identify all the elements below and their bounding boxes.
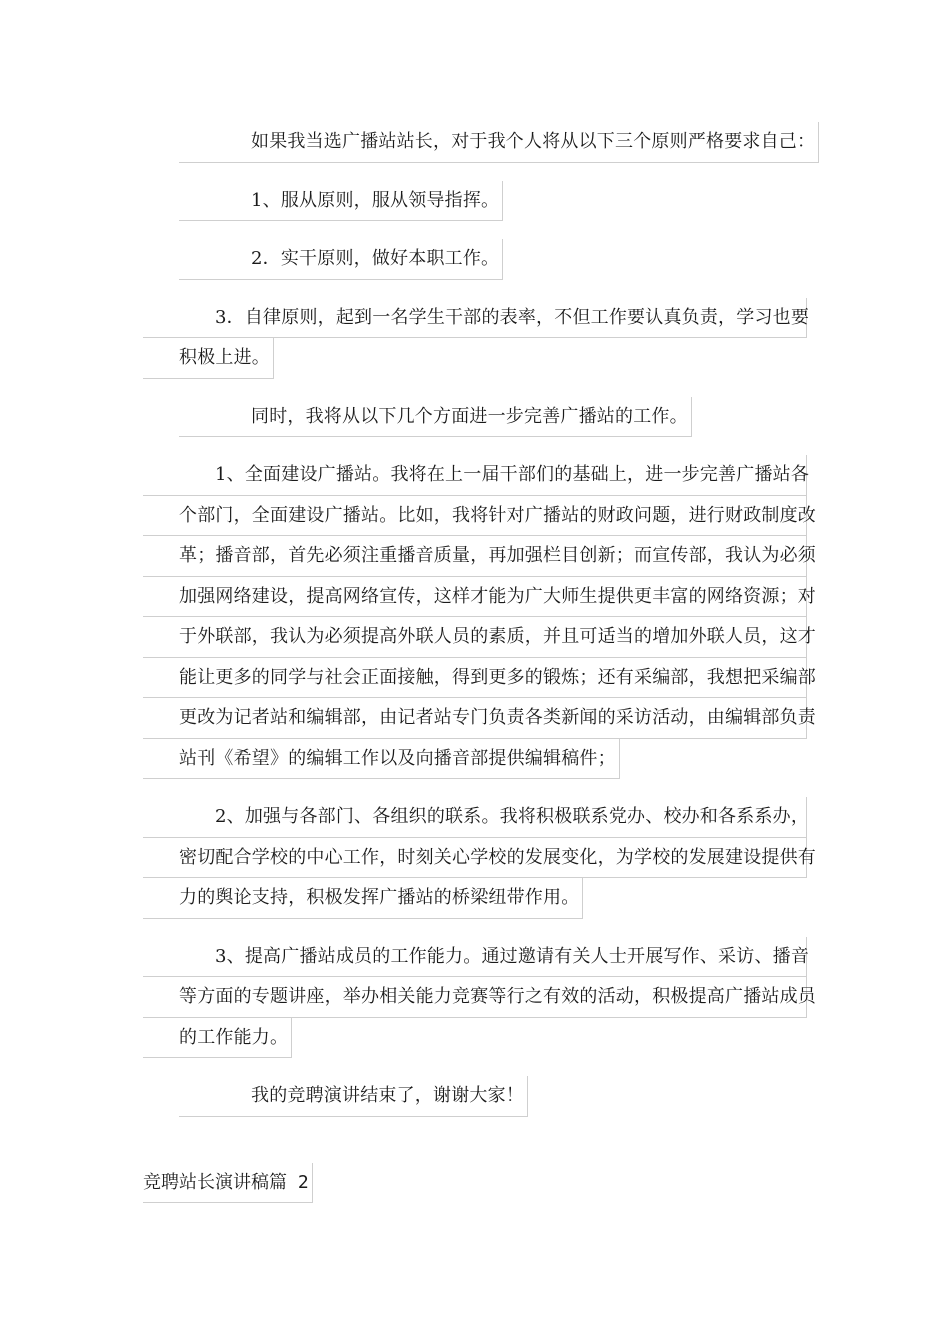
text-line: 如果我当选广播站站长，对于我个人将从以下三个原则严格要求自己： — [179, 122, 819, 163]
text-line: 1、服从原则，服从领导指挥。 — [179, 181, 503, 222]
text-line: 能让更多的同学与社会正面接触，得到更多的锻炼；还有采编部，我想把采编部 — [143, 658, 807, 699]
text-line: 力的舆论支持，积极发挥广播站的桥梁纽带作用。 — [143, 878, 583, 919]
text-line: 革；播音部，首先必须注重播音质量，再加强栏目创新；而宣传部，我认为必须 — [143, 536, 807, 577]
section-heading-text: 竞聘站长演讲稿篇 2 — [143, 1163, 313, 1204]
section-heading — [143, 1163, 807, 1204]
text-line: 密切配合学校的中心工作，时刻关心学校的发展变化，为学校的发展建设提供有 — [143, 838, 807, 879]
paragraph-principles-intro — [143, 122, 816, 163]
text-line: 我的竞聘演讲结束了，谢谢大家！ — [179, 1076, 528, 1117]
text-line: 1、全面建设广播站。我将在上一届干部们的基础上，进一步完善广播站各 — [143, 455, 807, 496]
text-line: 的工作能力。 — [143, 1018, 292, 1059]
text-line: 积极上进。 — [143, 338, 274, 379]
text-line: 站刊《希望》的编辑工作以及向播音部提供编辑稿件； — [143, 739, 620, 780]
text-line: 等方面的专题讲座，举办相关能力竞赛等行之有效的活动，积极提高广播站成员 — [143, 977, 807, 1018]
paragraph-improvements-intro — [143, 397, 807, 438]
text-line: 个部门，全面建设广播站。比如，我将针对广播站的财政问题，进行财政制度改 — [143, 496, 807, 537]
paragraph-principle-1 — [143, 181, 807, 222]
text-line: 2．实干原则，做好本职工作。 — [179, 239, 503, 280]
text-line: 3、提高广播站成员的工作能力。通过邀请有关人士开展写作、采访、播音 — [143, 937, 807, 978]
paragraph-improvement-1 — [143, 455, 816, 779]
paragraph-improvement-2 — [143, 797, 816, 919]
paragraph-principle-2 — [143, 239, 807, 280]
text-line: 2、加强与各部门、各组织的联系。我将积极联系党办、校办和各系系办， — [143, 797, 807, 838]
paragraph-improvement-3 — [143, 937, 816, 1059]
text-line: 3．自律原则，起到一名学生干部的表率，不但工作要认真负责，学习也要 — [143, 298, 807, 339]
text-line: 同时，我将从以下几个方面进一步完善广播站的工作。 — [179, 397, 692, 438]
text-line: 更改为记者站和编辑部，由记者站专门负责各类新闻的采访活动，由编辑部负责 — [143, 698, 807, 739]
paragraph-principle-3 — [143, 298, 810, 379]
document-page — [143, 122, 816, 1203]
paragraph-closing — [143, 1076, 807, 1117]
text-line: 加强网络建设，提高网络宣传，这样才能为广大师生提供更丰富的网络资源；对 — [143, 577, 807, 618]
text-line: 于外联部，我认为必须提高外联人员的素质，并且可适当的增加外联人员，这才 — [143, 617, 807, 658]
